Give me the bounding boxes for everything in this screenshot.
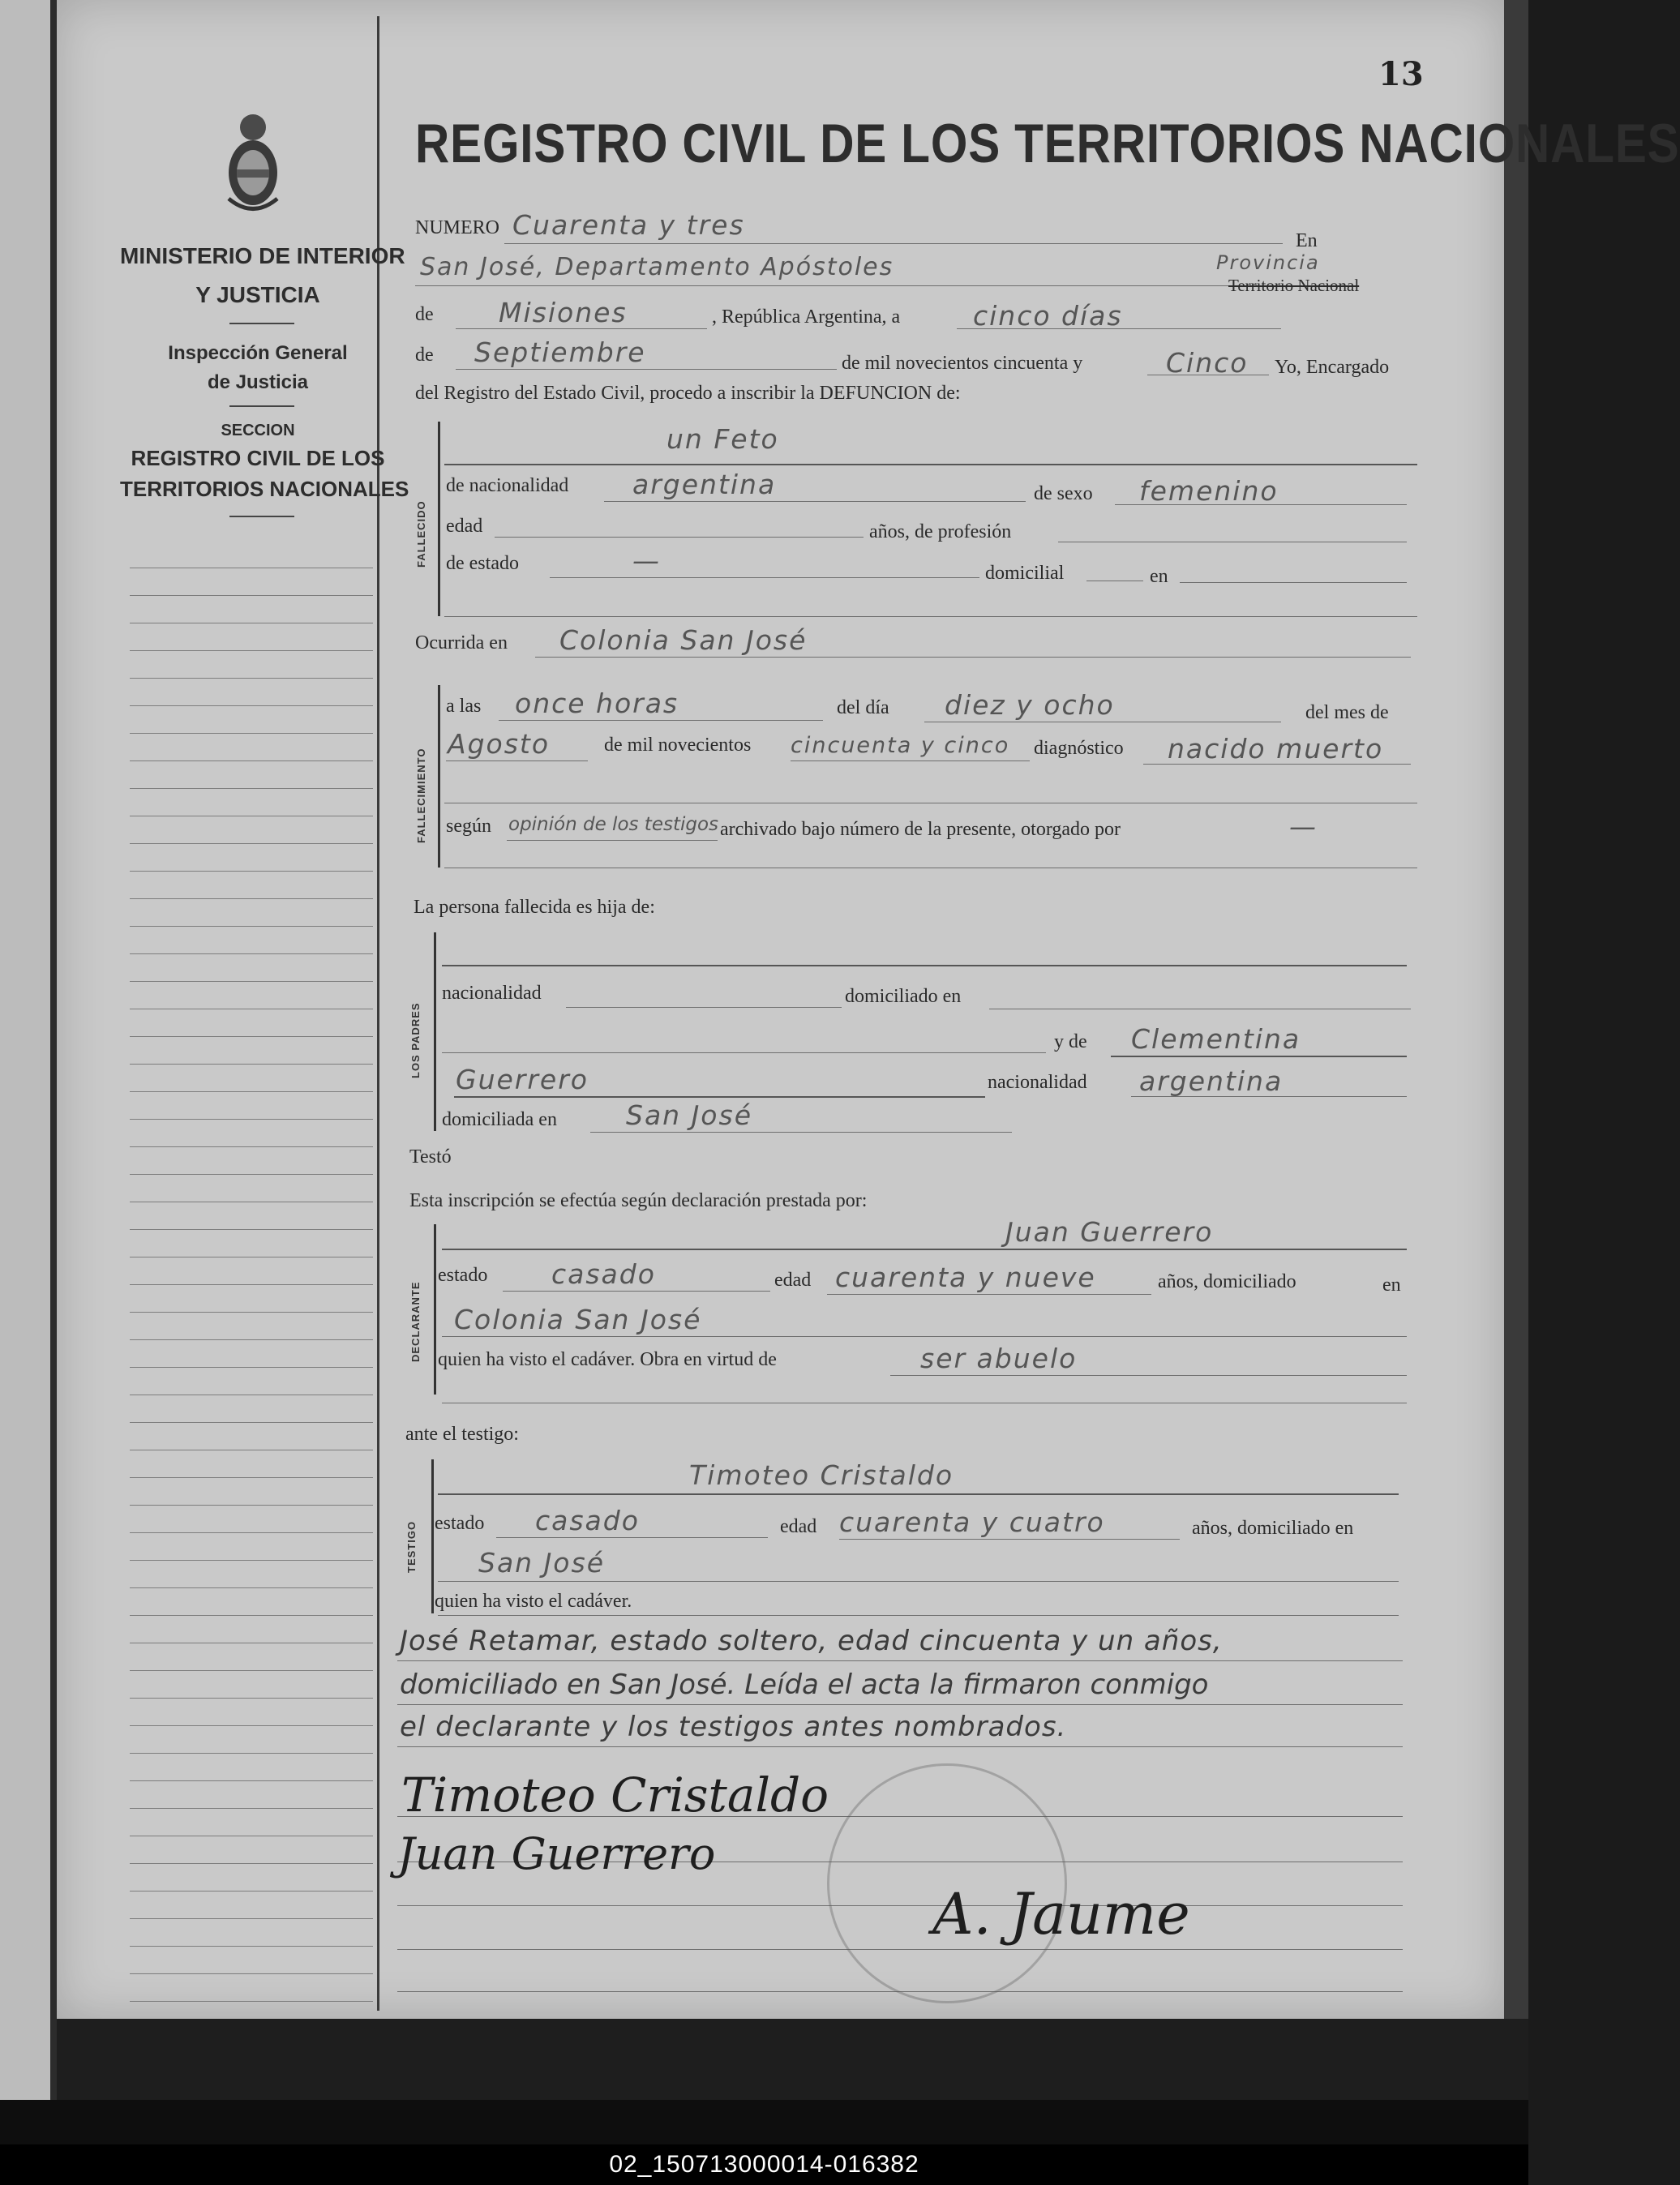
mes-label: del mes de <box>1305 702 1389 723</box>
margin-ruled-line <box>130 1587 373 1588</box>
note-line-1: José Retamar, estado soltero, edad cincuenta y un años, <box>400 1625 1223 1657</box>
section-rule <box>438 1615 1399 1616</box>
hija-label: La persona fallecida es hija de: <box>414 897 655 918</box>
margin-ruled-line <box>130 1725 373 1726</box>
margin-ruled-line <box>130 1670 373 1671</box>
nacionalidad-value[interactable]: argentina <box>632 469 777 500</box>
declarante-name[interactable]: Juan Guerrero <box>1005 1216 1214 1248</box>
anio-line <box>791 760 1030 761</box>
segun-label: según <box>446 816 491 837</box>
territorio-value[interactable]: Misiones <box>499 297 628 328</box>
virtud-line <box>890 1375 1407 1376</box>
testo-label: Testó <box>409 1146 452 1167</box>
ruled-line <box>397 1660 1403 1661</box>
book-edge <box>0 2019 1528 2100</box>
domiciliada-label: domiciliada en <box>442 1109 557 1130</box>
estado-label: estado <box>435 1513 485 1534</box>
en-label: En <box>1296 230 1318 251</box>
numero-line <box>504 243 1283 244</box>
section-bracket <box>438 422 440 616</box>
name-line <box>444 464 1417 465</box>
de2-label: de <box>415 345 434 366</box>
estado-line <box>503 1291 770 1292</box>
ruled-line <box>397 1704 1403 1705</box>
diagnostico-label: diagnóstico <box>1034 738 1124 759</box>
testigo-edad[interactable]: cuarenta y cuatro <box>839 1506 1105 1538</box>
provincia-value[interactable]: Provincia <box>1216 251 1320 274</box>
ministry-line-2: Y JUSTICIA <box>195 282 320 307</box>
margin-ruled-line <box>130 1808 373 1809</box>
margin-ruled-line <box>130 1146 373 1147</box>
image-caption: 02_150713000014-016382 <box>609 2151 919 2178</box>
domiciliado-label: domiciliado en <box>845 986 962 1007</box>
signature-registrar: A. Jaume <box>932 1881 1190 1947</box>
margin-ruled-line <box>130 760 373 761</box>
margin-ruled-line <box>130 595 373 596</box>
inspection-line-2: de Justicia <box>207 371 309 393</box>
inspection-line-1: Inspección General <box>168 342 348 364</box>
mil-label: de mil novecientos <box>604 735 752 756</box>
cadaver-label: quien ha visto el cadáver. <box>435 1591 632 1612</box>
margin-ruled-line <box>130 1229 373 1230</box>
margin-ruled-line <box>130 1973 373 1974</box>
estado-line <box>550 577 979 578</box>
margin-ruled-line <box>130 650 373 651</box>
testigo-label: ante el testigo: <box>405 1424 519 1445</box>
madre-nacionalidad[interactable]: argentina <box>1139 1065 1284 1097</box>
edad-label: edad <box>774 1270 812 1291</box>
en-label: en <box>1382 1275 1401 1296</box>
segun-value[interactable]: opinión de los testigos <box>508 814 719 835</box>
ocurrida-line <box>535 657 1411 658</box>
estado-label: de estado <box>446 553 519 574</box>
padre-extra-line <box>442 1052 1046 1053</box>
margin-ruled-line <box>130 1505 373 1506</box>
divider <box>229 516 294 517</box>
domicilio-label: años, domiciliado <box>1158 1271 1296 1292</box>
segun-line <box>507 840 718 841</box>
padres-section-label: LOS PADRES <box>409 1002 422 1078</box>
margin-ruled-line <box>130 733 373 734</box>
testigo-domicilio-line <box>438 1581 1399 1582</box>
margin-ruled-line <box>130 1312 373 1313</box>
republica-label: , República Argentina, a <box>712 306 901 328</box>
section-bracket <box>434 932 436 1131</box>
edad-line <box>827 1294 1151 1295</box>
a-las-label: a las <box>446 696 482 717</box>
margin-ruled-line <box>130 1918 373 1919</box>
edad-line <box>839 1539 1180 1540</box>
margin-ruled-line <box>130 1698 373 1699</box>
page-gutter <box>50 0 57 2100</box>
diagnostico-value[interactable]: nacido muerto <box>1168 733 1384 765</box>
registro-label: del Registro del Estado Civil, procedo a inscribir la DEFUNCION de: <box>415 383 961 404</box>
testigo-name-line <box>438 1493 1399 1495</box>
y-de-label: y de <box>1054 1031 1087 1052</box>
declarante-domicilio[interactable]: Colonia San José <box>454 1304 702 1335</box>
argentine-coat-of-arms-icon <box>221 109 285 223</box>
mes-line <box>446 760 588 761</box>
section-bracket <box>431 1459 434 1613</box>
place-line <box>415 285 1230 286</box>
ministry-line-1: MINISTERIO DE INTERIOR <box>120 243 405 268</box>
nacionalidad-label: nacionalidad <box>442 983 542 1004</box>
declarante-virtud[interactable]: ser abuelo <box>920 1343 1078 1374</box>
margin-ruled-line <box>130 1174 373 1175</box>
declarante-section-label: DECLARANTE <box>409 1281 422 1362</box>
sexo-value[interactable]: femenino <box>1139 475 1279 507</box>
declarante-domicilio-line <box>442 1336 1407 1337</box>
margin-divider <box>377 16 379 2011</box>
margin-ruled-line <box>130 1367 373 1368</box>
ocurrida-label: Ocurrida en <box>415 632 508 653</box>
testigo-section-label: TESTIGO <box>405 1520 418 1573</box>
mil-label: de mil novecientos cincuenta y <box>842 353 1083 374</box>
signature-declarant: Juan Guerrero <box>397 1828 716 1879</box>
margin-ruled-line <box>130 1339 373 1340</box>
note-line-2: domiciliado en San José. Leída el acta la firmaron conmigo <box>400 1669 1209 1701</box>
anio-value[interactable]: cincuenta y cinco <box>791 733 1010 758</box>
dia-label: del día <box>837 697 889 718</box>
domicilio-label: domicilial <box>985 563 1065 584</box>
dias-value[interactable]: cinco días <box>973 300 1123 332</box>
dia-value[interactable]: diez y ocho <box>945 689 1115 721</box>
section-bracket <box>434 1224 436 1395</box>
testigo-domicilio[interactable]: San José <box>478 1547 605 1579</box>
margin-ruled-line <box>130 1119 373 1120</box>
margin-ruled-line <box>130 898 373 899</box>
fallecido-name[interactable]: un Feto <box>666 423 779 455</box>
mes-line <box>456 369 837 370</box>
fallecimiento-section-label: FALLECIMIENTO <box>415 748 427 843</box>
page-number: 13 <box>1378 55 1424 93</box>
estado-line <box>496 1537 768 1538</box>
nacionalidad2-label: nacionalidad <box>988 1072 1087 1093</box>
section-bracket <box>438 685 440 868</box>
madre-apellido[interactable]: Guerrero <box>456 1064 589 1095</box>
margin-ruled-line <box>130 1064 373 1065</box>
inscripcion-label: Esta inscripción se efectúa según declaración prestada por: <box>409 1190 868 1211</box>
margin-ruled-line <box>130 1532 373 1533</box>
margin-ruled-line <box>130 953 373 954</box>
madre-apellido-line <box>454 1096 985 1098</box>
hora-value[interactable]: once horas <box>515 688 679 719</box>
padre-line <box>442 965 1407 966</box>
madre-line <box>1111 1056 1407 1057</box>
edad-label: edad <box>780 1516 817 1537</box>
testigo-name[interactable]: Timoteo Cristaldo <box>689 1459 954 1491</box>
divider <box>229 405 294 407</box>
numero-value[interactable]: Cuarenta y tres <box>512 209 745 241</box>
margin-ruled-line <box>130 1036 373 1037</box>
section-name-2: TERRITORIOS NACIONALES <box>120 477 409 501</box>
profesion-label: años, de profesión <box>869 521 1012 542</box>
margin-ruled-line <box>130 1780 373 1781</box>
divider <box>229 323 294 324</box>
margin-ruled-line <box>130 1891 373 1892</box>
section-rule <box>444 616 1417 617</box>
de-label: de <box>415 304 434 325</box>
margin-ruled-line <box>130 788 373 789</box>
margin-ruled-line <box>130 1615 373 1616</box>
madre-domicilio-line <box>590 1132 1012 1133</box>
signature-witness: Timoteo Cristaldo <box>401 1767 829 1823</box>
mes-value[interactable]: Septiembre <box>474 336 646 368</box>
yo-label: Yo, Encargado <box>1275 357 1390 378</box>
archivado-label: archivado bajo número de la presente, otorgado por <box>720 819 1121 840</box>
mes-value[interactable]: Agosto <box>448 728 551 760</box>
territorio-line <box>456 328 707 329</box>
margin-ruled-line <box>130 871 373 872</box>
declarante-name-line <box>442 1249 1407 1250</box>
previous-page-edge <box>0 0 50 2100</box>
estado-label: estado <box>438 1265 488 1286</box>
margin-ruled-line <box>130 1946 373 1947</box>
numero-label: NUMERO <box>415 217 500 238</box>
margin-ruled-line <box>130 705 373 706</box>
declarante-estado[interactable]: casado <box>551 1258 656 1290</box>
section-label: SECCION <box>221 422 295 439</box>
nacionalidad-line <box>604 501 1026 502</box>
anio-value[interactable]: Cinco <box>1166 347 1249 379</box>
domicilio-label: años, domiciliado en <box>1192 1518 1354 1539</box>
margin-ruled-line <box>130 1863 373 1864</box>
ocurrida-value[interactable]: Colonia San José <box>559 624 808 656</box>
territorio-label: Territorio Nacional <box>1228 276 1360 295</box>
margin-ruled-line <box>130 1422 373 1423</box>
testigo-estado[interactable]: casado <box>535 1505 640 1536</box>
margin-ruled-line <box>130 981 373 982</box>
nacionalidad-label: de nacionalidad <box>446 475 569 496</box>
declarante-edad[interactable]: cuarenta y nueve <box>835 1262 1096 1293</box>
en-line <box>1180 582 1407 583</box>
en-label: en <box>1150 566 1168 587</box>
place-value[interactable]: San José, Departamento Apóstoles <box>420 253 894 281</box>
estado-value[interactable]: — <box>632 545 661 576</box>
otorgado-value[interactable]: — <box>1289 811 1318 842</box>
padre-nacionalidad-line <box>566 1007 842 1008</box>
ruled-line <box>397 1746 1403 1747</box>
note-line-3: el declarante y los testigos antes nombrados. <box>400 1711 1067 1743</box>
sexo-label: de sexo <box>1034 483 1093 504</box>
margin-ruled-line <box>130 1091 373 1092</box>
margin-ruled-line <box>130 678 373 679</box>
margin-ruled-line <box>130 2001 373 2002</box>
page-title: REGISTRO CIVIL DE LOS TERRITORIOS NACIONALES <box>415 113 1680 174</box>
cadaver-label: quien ha visto el cadáver. Obra en virtud de <box>438 1349 777 1370</box>
edad-label: edad <box>446 516 483 537</box>
hora-line <box>499 720 823 721</box>
madre-domicilio[interactable]: San José <box>626 1099 752 1131</box>
margin-ruled-line <box>130 1753 373 1754</box>
fallecido-section-label: FALLECIDO <box>415 500 427 568</box>
book-binding <box>1504 0 1528 2140</box>
edad-line <box>495 537 864 538</box>
margin-ruled-line <box>130 1284 373 1285</box>
margin-ruled-line <box>130 843 373 844</box>
madre-nombre[interactable]: Clementina <box>1131 1023 1301 1055</box>
book-edge-shadow <box>0 2100 1528 2144</box>
margin-ruled-line <box>130 1560 373 1561</box>
section-name-1: REGISTRO CIVIL DE LOS <box>131 446 385 470</box>
margin-ruled-line <box>130 926 373 927</box>
margin-ruled-line <box>130 1477 373 1478</box>
